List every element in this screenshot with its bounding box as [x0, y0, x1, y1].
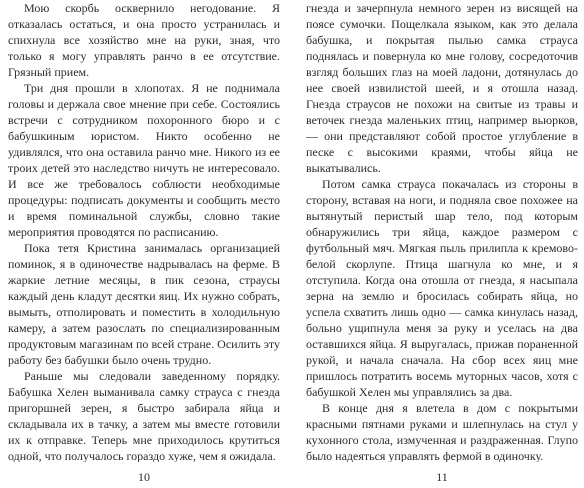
left-page-text: [8, 0, 280, 462]
paragraph: Раньше мы следовали заведенному порядку. Бабушка Хелен выманивала самку страуса с гнезда пригоршней зерен, я быстро забирала яйца и складывала их в тачку, а затем мы вместе готовили их к отправке. Теперь мне приходилось крутиться одной, что получалось гораздо хуже, чем я ожидала.: [8, 369, 280, 462]
paragraph: Пока тетя Кристина занималась организацией поминок, я в одиночестве надрывалась на ферме. В жаркие летние месяцы, в пик сезона, страусы каждый день кладут десятки яиц. Их нужно собрать, вымыть, отполировать и поместить в холодильную камеру, а затем разослать по специализированным продуктовым магазинам по всей стране. Осилить эту работу без бабушки было очень трудно.: [8, 241, 280, 367]
paragraph: В конце дня я влетела в дом с покрытыми красными пятнами руками и шлепнулась на стул у кухонного стола, измученная и раздраженная. Глупо было надеяться управлять фермой в одиночку.: [306, 401, 578, 462]
paragraph: Три дня прошли в хлопотах. Я не поднимала головы и держала свое мнение при себе. Состоялись встречи с сотрудником похоронного бюро и с бабушкиным юристом. Никто особенно не удивлялся, что она оставила ранчо мне. Никого из ее троих детей это наследство ничуть не интересовало. И все же требовалось соблюсти необходимые процедуры: подписать документы и сообщить место и время поминальной службы, словно такие мероприятия проводятся по расписанию.: [8, 81, 280, 239]
page-number: 11: [436, 470, 448, 484]
left-page: [8, 0, 280, 488]
paragraph: Потом самка страуса покачалась из стороны в сторону, вставая на ноги, и подняла свое похожее на вытянутый перистый шар тело, под которым обнаружились три яйца, каждое размером с футбольный мяч. Мягкая пыль прилипла к кремово-белой скорлупе. Птица шагнула ко мне, и я отступила. Когда она отошла от гнезда, я насыпала зерна на землю и бросилась собирать яйца, но успела схватить лишь одно — самка кинулась назад, больно ущипнула меня за руку и уселась на два оставшихся яйца. Я выругалась, прижав пораненной рукой, и начала сначала. На сбор всех яиц мне пришлось потратить восемь муторных часов, хотя с бабушкой Хелен мы управлялись за два.: [306, 177, 578, 399]
paragraph: Мою скорбь осквернило негодование. Я отказалась остаться, и она просто устранилась и спихнула все хозяйство мне на руки, зная, что только я могу управлять ранчо в ее отсутствие. Грязный прием.: [8, 1, 280, 79]
right-page: [306, 0, 578, 488]
page-number: 10: [138, 470, 150, 484]
paragraph: гнезда и зачерпнула немного зерен из висящей на поясе сумочки. Пощелкала языком, как это делала бабушка, и покрытая пылью самка страуса поднялась и повернула ко мне голову, сосредоточив взгляд больших глаз на моей ладони, дотянулась до нее своей извилистой шеей, и я отошла назад. Гнезда страусов не похожи на свитые из травы и веточек гнезда маленьких птиц, например вьюрков, — они представляют собой простое углубление в песке с высокими краями, чтобы яйца не выкатывались.: [306, 1, 578, 175]
right-page-text: [306, 0, 578, 462]
